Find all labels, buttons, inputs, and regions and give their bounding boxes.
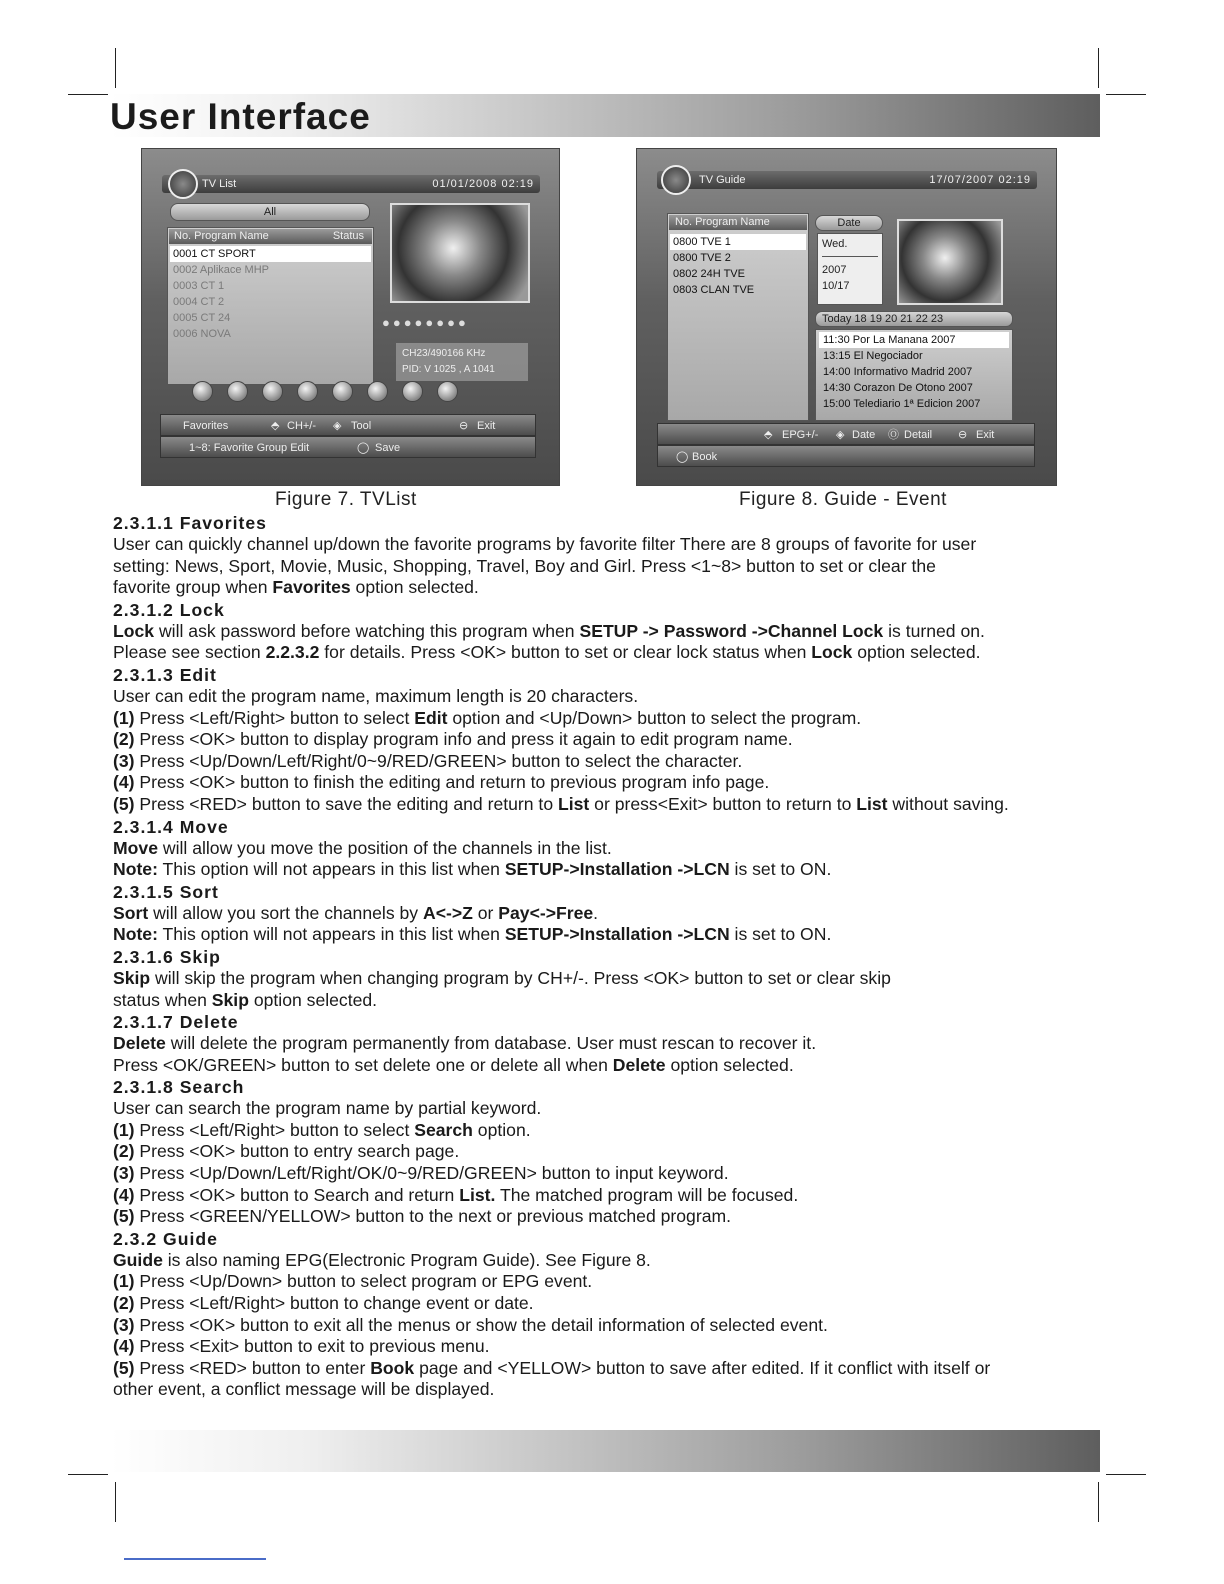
text-run: Press <OK> button to exit all the menus or show the detail information of selected event.	[134, 1314, 828, 1335]
guide-col-no-name: No. Program Name	[675, 216, 770, 228]
text-run: option and <Up/Down> button to select the program.	[447, 707, 862, 728]
text-run: or press<Exit> button to return to	[589, 793, 857, 814]
date-month-day: 10/17	[822, 280, 850, 292]
bold-run: SETUP -> Password ->Channel Lock	[579, 620, 884, 641]
text-run: is also naming EPG(Electronic Program Guide). See Figure 8.	[162, 1249, 651, 1270]
paragraph-line	[113, 708, 1113, 730]
text-run: will allow you sort the channels by	[148, 902, 423, 923]
exit-button[interactable]: Exit	[976, 429, 995, 441]
book-button[interactable]: Book	[692, 451, 718, 463]
detail-button[interactable]: Detail	[904, 429, 933, 441]
paragraph-line: setting: News, Sport, Movie, Music, Shopping, Travel, Boy and Girl. Press <1~8> button to set or clear the	[113, 555, 936, 576]
paragraph-line	[113, 1250, 1113, 1272]
channel-row[interactable]: 0004 CT 2	[173, 296, 225, 308]
text-run: Please see section	[113, 642, 266, 663]
text-run: Press <RED> button to save the editing and return to	[134, 793, 558, 814]
bold-run: Book	[370, 1357, 415, 1378]
tv-list-title-bar	[162, 175, 540, 193]
paragraph-line	[113, 1141, 1113, 1163]
col-status: Status	[332, 230, 364, 242]
text-run: Press <OK> button to display program info and press it again to edit program name.	[134, 729, 793, 750]
paragraph-line	[113, 642, 1113, 664]
bold-run: Sort	[113, 902, 149, 923]
step-number: (5)	[113, 1206, 135, 1227]
bold-run: 2.2.3.2	[265, 642, 320, 663]
epg-icon: ⬘	[764, 429, 773, 441]
signal-dots: ●●●●●●●●	[382, 315, 469, 330]
bold-run: Guide	[113, 1249, 163, 1270]
text-run: will ask password before watching this program when	[154, 620, 580, 641]
bold-run: Lock	[113, 620, 155, 641]
edit-icon[interactable]	[262, 381, 283, 402]
paragraph-line	[113, 729, 1113, 751]
bold-run: List	[856, 793, 888, 814]
paragraph-line	[113, 772, 1113, 794]
step-number: (4)	[113, 1336, 135, 1357]
paragraph-line	[113, 838, 1113, 860]
text-run: is set to ON.	[729, 859, 832, 880]
step-number: (2)	[113, 1141, 135, 1162]
text-run: Press <GREEN/YELLOW> button to the next or previous matched program.	[134, 1206, 732, 1227]
section-heading: 2.3.1.2 Lock	[113, 599, 225, 620]
guide-program-list	[667, 213, 809, 421]
channel-row[interactable]: 0005 CT 24	[173, 312, 231, 324]
paragraph-line	[113, 1293, 1113, 1315]
paragraph-line	[113, 794, 1113, 816]
paragraph-line	[113, 1358, 1113, 1380]
info-pid: PID: V 1025 , A 1041	[402, 364, 495, 375]
channel-list	[167, 227, 374, 385]
paragraph-line: User can search the program name by partial keyword.	[113, 1098, 542, 1119]
section-heading: 2.3.1.3 Edit	[113, 664, 217, 685]
filter-all[interactable]: All	[170, 203, 370, 221]
save-icon: ◯	[357, 442, 370, 454]
footer-accent-line	[124, 1558, 266, 1560]
paragraph-line	[113, 968, 1113, 990]
guide-program-row[interactable]: 0803 CLAN TVE	[673, 284, 755, 296]
crop-mark	[68, 1474, 108, 1475]
text-run: This option will not appears in this list when	[157, 924, 505, 945]
ok-icon: Ⓞ	[888, 429, 899, 441]
paragraph-line	[113, 990, 1113, 1012]
bold-run: Move	[113, 837, 158, 858]
guide-program-row[interactable]: 0802 24H TVE	[673, 268, 745, 280]
tv-guide-screenshot	[636, 148, 1057, 486]
bold-run: Favorites	[272, 577, 351, 598]
paragraph-line	[113, 621, 1113, 643]
section-heading: 2.3.1.1 Favorites	[113, 513, 267, 533]
bold-run: SETUP->Installation ->LCN	[504, 924, 730, 945]
book-icon: ◯	[676, 451, 689, 463]
text-run: Press <Up/Down/Left/Right/0~9/RED/GREEN> button to select the character.	[134, 750, 743, 771]
text-run: option selected.	[248, 989, 378, 1010]
text-run: Press <OK> button to Search and return	[134, 1184, 460, 1205]
tv-list-datetime: 01/01/2008 02:19	[432, 178, 534, 190]
bold-run: Lock	[811, 642, 853, 663]
tv-guide-title-bar	[657, 171, 1037, 189]
bold-run: List.	[459, 1184, 496, 1205]
exit-icon: ⊖	[958, 429, 968, 441]
paragraph-line	[113, 1315, 1113, 1337]
up-down-icon: ⬘	[271, 420, 280, 432]
channel-row[interactable]: 0002 Aplikace MHP	[173, 264, 269, 276]
heart-icon[interactable]	[192, 381, 213, 402]
step-number: (5)	[113, 1357, 135, 1378]
guide-preview-video	[897, 219, 1003, 305]
guide-program-row[interactable]: 0800 TVE 1	[670, 234, 806, 250]
figure-8-caption: Figure 8. Guide - Event	[739, 489, 947, 510]
text-run: Press <Left/Right> button to select	[134, 707, 415, 728]
text-run: option selected.	[665, 1054, 794, 1075]
bold-run: Pay<->Free	[498, 902, 594, 923]
crop-mark	[1106, 1474, 1146, 1475]
text-run: is turned on.	[883, 620, 985, 641]
event-row[interactable]: 13:15 El Negociador	[823, 350, 923, 362]
delete-icon[interactable]	[402, 381, 423, 402]
paragraph-line: other event, a conflict message will be displayed.	[113, 1379, 495, 1400]
day-selector[interactable]: Today 18 19 20 21 22 23	[815, 311, 1013, 327]
move-icon[interactable]	[297, 381, 318, 402]
text-run: or	[472, 902, 499, 923]
text-run: Press <Up/Down> button to select program or EPG event.	[134, 1271, 593, 1292]
lock-icon[interactable]	[227, 381, 248, 402]
bold-run: A<->Z	[422, 902, 473, 923]
paragraph-line	[113, 1185, 1113, 1207]
tv-list-screenshot	[141, 148, 560, 486]
favorite-group-edit-button[interactable]: 1~8: Favorite Group Edit	[189, 442, 310, 454]
section-heading: 2.3.1.7 Delete	[113, 1012, 239, 1033]
text-run: Press <OK/GREEN> button to set delete one or delete all when	[113, 1054, 613, 1075]
manual-content	[113, 512, 1113, 1401]
guide-list-header	[669, 215, 807, 230]
paragraph-line	[113, 751, 1113, 773]
text-run: Press <OK> button to finish the editing and return to previous program info page.	[134, 772, 770, 793]
guide-program-row[interactable]: 0800 TVE 2	[673, 252, 731, 264]
info-frequency: CH23/490166 KHz	[402, 348, 486, 359]
skip-icon[interactable]	[367, 381, 388, 402]
text-run: option.	[472, 1119, 531, 1140]
section-heading: 2.3.2 Guide	[113, 1228, 218, 1249]
text-run: page and <YELLOW> button to save after edited. If it conflict with itself or	[414, 1357, 991, 1378]
date-divider	[822, 256, 878, 257]
paragraph-line	[113, 1336, 1113, 1358]
text-run: favorite group when	[113, 577, 273, 598]
figure-7-caption: Figure 7. TVList	[275, 489, 417, 510]
step-number: (1)	[113, 707, 135, 728]
footer-bar	[110, 1430, 1100, 1472]
channel-row[interactable]: 0001 CT SPORT	[170, 246, 371, 262]
text-run: This option will not appears in this list when	[157, 859, 505, 880]
step-number: (1)	[113, 1119, 135, 1140]
paragraph-line	[113, 1271, 1113, 1293]
exit-button[interactable]: Exit	[477, 420, 496, 432]
text-run: Press <RED> button to enter	[134, 1357, 371, 1378]
step-number: (2)	[113, 729, 135, 750]
bold-run: Note:	[113, 924, 158, 945]
tv-guide-datetime: 17/07/2007 02:19	[929, 174, 1031, 186]
date-day: Wed.	[822, 238, 848, 250]
sort-icon[interactable]	[332, 381, 353, 402]
bold-run: Delete	[612, 1054, 666, 1075]
event-list	[815, 329, 1013, 421]
tv-list-logo-icon	[168, 169, 198, 199]
date-box	[817, 233, 883, 305]
text-run: .	[593, 902, 599, 923]
paragraph-line	[113, 924, 1113, 946]
tv-guide-logo-icon	[661, 165, 691, 195]
event-row[interactable]: 14:00 Informativo Madrid 2007	[823, 366, 973, 378]
section-heading: 2.3.1.4 Move	[113, 816, 229, 837]
col-no-name: No. Program Name	[174, 230, 269, 242]
step-number: (1)	[113, 1271, 135, 1292]
tv-list-help-bar-2	[160, 436, 536, 458]
paragraph-line	[113, 1120, 1113, 1142]
exit-icon: ⊖	[459, 420, 469, 432]
search-icon[interactable]	[437, 381, 458, 402]
paragraph-line	[113, 1055, 1113, 1077]
preview-video	[390, 203, 530, 303]
epg-button[interactable]: EPG+/-	[782, 429, 819, 441]
save-button[interactable]: Save	[375, 442, 401, 454]
function-icons	[192, 381, 458, 402]
ch-button[interactable]: CH+/-	[287, 420, 317, 432]
text-run: will allow you move the position of the channels in the list.	[157, 837, 612, 858]
event-row[interactable]: 11:30 Por La Manana 2007	[819, 332, 1009, 348]
bold-run: Delete	[113, 1033, 166, 1054]
page-title: User Interface	[110, 96, 371, 137]
bold-run: List	[558, 793, 590, 814]
channel-row[interactable]: 0003 CT 1	[173, 280, 225, 292]
text-run: without saving.	[887, 793, 1009, 814]
favorites-button[interactable]: Favorites	[183, 420, 229, 432]
crop-mark	[115, 1482, 116, 1522]
tv-list-help-bar-1	[160, 414, 536, 436]
step-number: (4)	[113, 772, 135, 793]
event-row[interactable]: 15:00 Telediario 1ª Edicion 2007	[823, 398, 981, 410]
crop-mark	[1098, 1482, 1099, 1522]
paragraph-line	[113, 859, 1113, 881]
date-header: Date	[815, 215, 883, 231]
step-number: (2)	[113, 1293, 135, 1314]
bold-run: SETUP->Installation ->LCN	[504, 859, 730, 880]
tv-list-title: TV List	[202, 178, 237, 190]
section-heading: 2.3.1.5 Sort	[113, 881, 219, 902]
section-heading: 2.3.1.6 Skip	[113, 946, 221, 967]
text-run: The matched program will be focused.	[495, 1184, 799, 1205]
text-run: Press <Left/Right> button to select	[134, 1119, 415, 1140]
tv-guide-title: TV Guide	[699, 174, 746, 186]
paragraph-line: User can quickly channel up/down the favorite programs by favorite filter There are 8 groups of favorite for user	[113, 534, 977, 554]
paragraph-line	[113, 1163, 1113, 1185]
crop-mark	[115, 48, 116, 88]
paragraph-line	[113, 1033, 1113, 1055]
step-number: (5)	[113, 793, 135, 814]
text-run: will skip the program when changing program by CH+/-. Press <OK> button to set or clear skip	[150, 967, 891, 988]
bold-run: Skip	[113, 967, 151, 988]
crop-mark	[1106, 94, 1146, 95]
step-number: (3)	[113, 1163, 135, 1184]
text-run: option selected.	[350, 577, 479, 598]
text-run: is set to ON.	[729, 924, 832, 945]
step-number: (3)	[113, 1314, 135, 1335]
paragraph-line	[113, 577, 1113, 599]
bold-run: Search	[414, 1119, 473, 1140]
paragraph-line: User can edit the program name, maximum length is 20 characters.	[113, 685, 639, 706]
text-run: for details. Press <OK> button to set or clear lock status when	[319, 642, 812, 663]
date-year: 2007	[822, 264, 847, 276]
tool-button[interactable]: Tool	[351, 420, 372, 432]
tv-guide-help-bar-2	[657, 445, 1035, 467]
step-number: (3)	[113, 750, 135, 771]
date-button[interactable]: Date	[852, 429, 876, 441]
tv-guide-help-bar-1	[657, 423, 1035, 445]
paragraph-line	[113, 903, 1113, 925]
bold-run: Edit	[414, 707, 448, 728]
crop-mark	[68, 94, 108, 95]
step-number: (4)	[113, 1184, 135, 1205]
text-run: status when	[113, 989, 212, 1010]
left-right-icon: ◈	[333, 420, 342, 432]
channel-list-header	[169, 229, 372, 244]
text-run: option selected.	[852, 642, 981, 663]
text-run: Press <Exit> button to exit to previous menu.	[134, 1336, 490, 1357]
bold-run: Note:	[113, 859, 158, 880]
section-heading: 2.3.1.8 Search	[113, 1077, 245, 1098]
channel-info-box	[396, 343, 528, 381]
date-icon: ◈	[836, 429, 845, 441]
bold-run: Skip	[211, 989, 249, 1010]
text-run: Press <Left/Right> button to change event or date.	[134, 1293, 534, 1314]
text-run: will delete the program permanently from database. User must rescan to recover it.	[165, 1033, 817, 1054]
channel-row[interactable]: 0006 NOVA	[173, 328, 231, 340]
event-row[interactable]: 14:30 Corazon De Otono 2007	[823, 382, 973, 394]
crop-mark	[1098, 48, 1099, 88]
text-run: Press <OK> button to entry search page.	[134, 1141, 460, 1162]
text-run: Press <Up/Down/Left/Right/OK/0~9/RED/GREEN> button to input keyword.	[134, 1163, 729, 1184]
paragraph-line	[113, 1206, 1113, 1228]
